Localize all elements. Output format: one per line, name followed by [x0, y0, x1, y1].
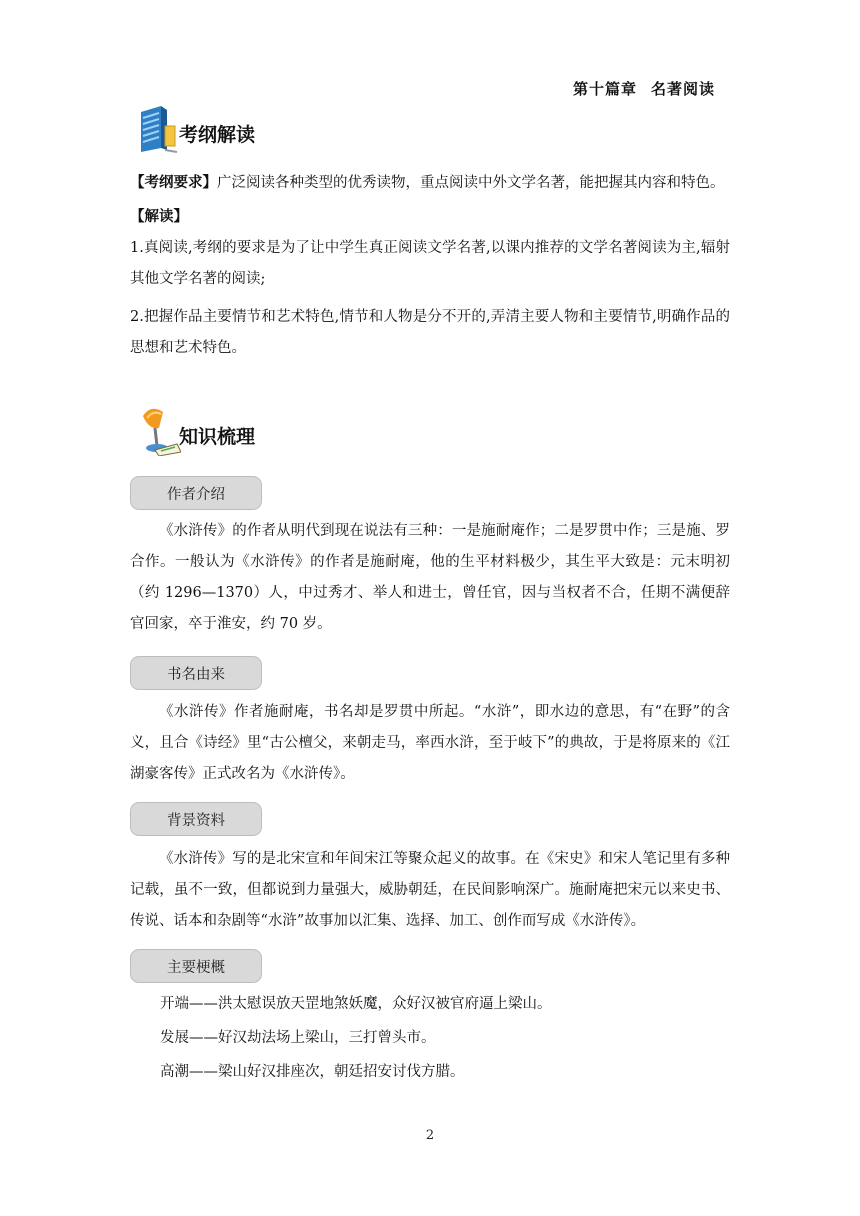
synopsis-item: 开端——洪太慰误放天罡地煞妖魔，众好汉被官府逼上梁山。: [160, 996, 552, 1012]
outline-heading: 考纲解读: [179, 124, 256, 146]
synopsis-item: 发展——好汉劫法场上梁山，三打曾头市。: [160, 1030, 436, 1046]
chapter-title: 第十篇章: [572, 80, 637, 98]
tab-author-intro: 作者介绍: [130, 476, 262, 510]
subject-title: 名著阅读: [650, 80, 715, 98]
desk-lamp-icon: [137, 406, 181, 456]
book-stack-icon: [137, 104, 177, 154]
title-origin-paragraph: 《水浒传》作者施耐庵，书名却是罗贯中所起。“水浒”，即水边的意思，有“在野”的含义，且合《诗经》里“古公檀父，来朝走马，率西水浒，至于岐下”的典故，于是将原来的《江湖豪客传》正式改名为《水浒传》。: [130, 704, 730, 782]
requirement-text: 广泛阅读各种类型的优秀读物，重点阅读中外文学名著，能把握其内容和特色。: [217, 175, 725, 191]
requirement-label: 【考纲要求】: [130, 174, 217, 191]
outline-section-heading: [137, 104, 337, 154]
knowledge-section-heading: [137, 406, 337, 456]
tab-title-origin: 书名由来: [130, 656, 262, 690]
background-paragraph: 《水浒传》写的是北宋宣和年间宋江等聚众起义的故事。在《宋史》和宋人笔记里有多种记载，虽不一致，但都说到力量强大，威胁朝廷，在民间影响深广。施耐庵把宋元以来史书、传说、话本和杂剧等“水浒”故事加以汇集、选择、加工、创作而写成《水浒传》。: [130, 851, 730, 929]
page-header: [573, 78, 715, 99]
interpretation-point-2: 2.把握作品主要情节和艺术特色,情节和人物是分不开的,弄清主要人物和主要情节,明确作品的思想和艺术特色。: [130, 309, 730, 356]
author-paragraph: 《水浒传》的作者从明代到现在说法有三种：一是施耐庵作；二是罗贯中作；三是施、罗合作。一般认为《水浒传》的作者是施耐庵，他的生平材料极少，其生平大致是：元末明初（约 1296—1370）人，中过秀才、举人和进士，曾任官，因与当权者不合，任期不满便辞官回家，卒于淮安，约 70 岁。: [130, 523, 730, 632]
requirement-paragraph: [130, 167, 730, 199]
page-number: 2: [425, 1128, 435, 1143]
synopsis-item: 高潮——梁山好汉排座次，朝廷招安讨伐方腊。: [160, 1064, 465, 1080]
interpretation-point-1: 1.真阅读,考纲的要求是为了让中学生真正阅读文学名著,以课内推荐的文学名著阅读为主,辐射其他文学名著的阅读;: [130, 240, 730, 287]
tab-background: 背景资料: [130, 802, 262, 836]
interpretation-label: 【解读】: [130, 208, 188, 225]
tab-synopsis: 主要梗概: [130, 949, 262, 983]
knowledge-heading: 知识梳理: [179, 426, 256, 448]
